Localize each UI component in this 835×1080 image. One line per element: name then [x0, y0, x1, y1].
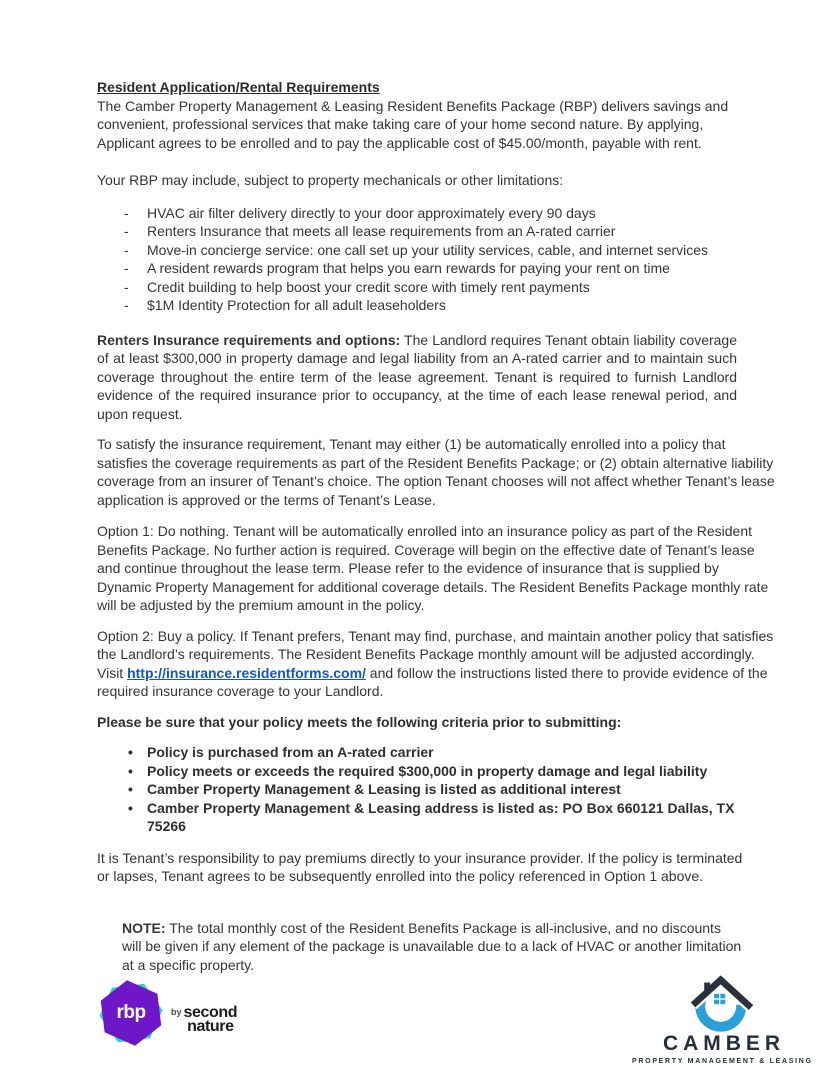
- list-item: • Policy is purchased from an A-rated carrier: [128, 743, 750, 762]
- footer-logos: [0, 974, 835, 1065]
- second-label: second: [183, 1004, 238, 1021]
- camber-tagline: PROPERTY MANAGEMENT & LEASING: [632, 1058, 813, 1065]
- list-item: • Camber Property Management & Leasing is listed as additional interest: [128, 780, 750, 799]
- list-item: • Policy meets or exceeds the required $300,000 in property damage and legal liability: [128, 762, 750, 781]
- criteria-list: [97, 743, 777, 836]
- camber-wordmark: CAMBER: [662, 1032, 786, 1055]
- note-body: The total monthly cost of the Resident Benefits Package is all-inclusive, and no discounts will be given if any element of the package is unavailable due to a lack of HVAC or another limitation at a specific property.: [122, 919, 742, 973]
- by-label: by: [171, 1007, 182, 1017]
- list-item: - Renters Insurance that meets all lease requirements from an A-rated carrier: [122, 222, 752, 241]
- note-paragraph: [122, 919, 744, 975]
- list-item: - Move-in concierge service: one call set up your utility services, cable, and internet services: [122, 241, 752, 260]
- responsibility-paragraph: It is Tenant’s responsibility to pay premiums directly to your insurance provider. If the policy is terminated or lapses, Tenant agrees to be subsequently enrolled into the policy referenced in Option 1 above.: [97, 849, 743, 884]
- intro-paragraph: The Camber Property Management & Leasing Resident Benefits Package (RBP) delivers savings and convenient, professional services that make taking care of your home second nature. By applying, Applicant agrees to be enrolled and to pay the applicable cost of $45.00/month, payable with rent.: [97, 97, 729, 151]
- option2-text-before: Option 2: Buy a policy. If Tenant prefers, Tenant may find, purchase, and maintain another policy that satisfies the Landlord’s requirements. The Resident Benefits Package monthly amount will be adjusted accordingly. Visit: [97, 627, 774, 681]
- list-item: - HVAC air filter delivery directly to your door approximately every 90 days: [122, 204, 752, 223]
- insurance-residentforms-link[interactable]: http://insurance.residentforms.com/: [127, 664, 366, 681]
- list-item: • Camber Property Management & Leasing address is listed as: PO Box 660121 Dallas, TX 75266: [128, 799, 750, 836]
- camber-logo: [632, 970, 811, 1065]
- criteria-lead: Please be sure that your policy meets the following criteria prior to submitting:: [97, 713, 622, 730]
- list-item: - A resident rewards program that helps you earn rewards for paying your rent on time: [122, 259, 752, 278]
- option2-text-after: and follow the instructions listed there to provide evidence of the required insurance coverage to your Landlord.: [97, 664, 768, 699]
- page-title: Resident Application/Rental Requirements: [97, 79, 380, 95]
- rbp-include-lead: Your RBP may include, subject to property mechanicals or other limitations:: [97, 172, 564, 188]
- camber-house-icon: [689, 970, 755, 1032]
- satisfy-paragraph: To satisfy the insurance requirement, Tenant may either (1) be automatically enrolled into a policy that satisfies the coverage requirements as part of the Resident Benefits Package; or (2) obtain alternative liability coverage from an insurer of Tenant’s choice. The option Tenant chooses will not affect whether Tenant’s lease application is approved or the terms of Tenant’s Lease.: [97, 436, 775, 508]
- list-item: - $1M Identity Protection for all adult leaseholders: [122, 296, 752, 315]
- renters-insurance-body: The Landlord requires Tenant obtain liability coverage of at least $300,000 in property damage and legal liability from an A-rated carrier and to maintain such coverage throughout the entire term of the lease agreement. Tenant is required to furnish Landlord evidence of the required insurance prior to occupancy, at the time of each lease renewal period, and upon request.: [97, 331, 737, 422]
- rbp-hexagon-icon: [100, 980, 162, 1046]
- option2-paragraph: [97, 627, 777, 701]
- list-item: - Credit building to help boost your credit score with timely rent payments: [122, 278, 752, 297]
- nature-label: nature: [187, 1018, 234, 1035]
- rbp-benefits-list: [97, 204, 777, 315]
- note-label: NOTE:: [122, 919, 166, 936]
- second-nature-wordmark: [171, 1006, 237, 1034]
- renters-insurance-paragraph: [97, 331, 737, 424]
- rbp-mark-text: rbp: [116, 1002, 146, 1023]
- rbp-logo: [100, 980, 237, 1046]
- renters-insurance-lead: Renters Insurance requirements and options:: [97, 331, 401, 348]
- option1-paragraph: Option 1: Do nothing. Tenant will be automatically enrolled into an insurance policy as part of the Resident Benefits Package. No further action is required. Coverage will begin on the effective date of Tenant’s lease and continue throughout the lease term. Please refer to the evidence of insurance that is supplied by Dynamic Property Management for additional coverage details. The Resident Benefits Package monthly rate will be adjusted by the premium amount in the policy.: [97, 523, 769, 613]
